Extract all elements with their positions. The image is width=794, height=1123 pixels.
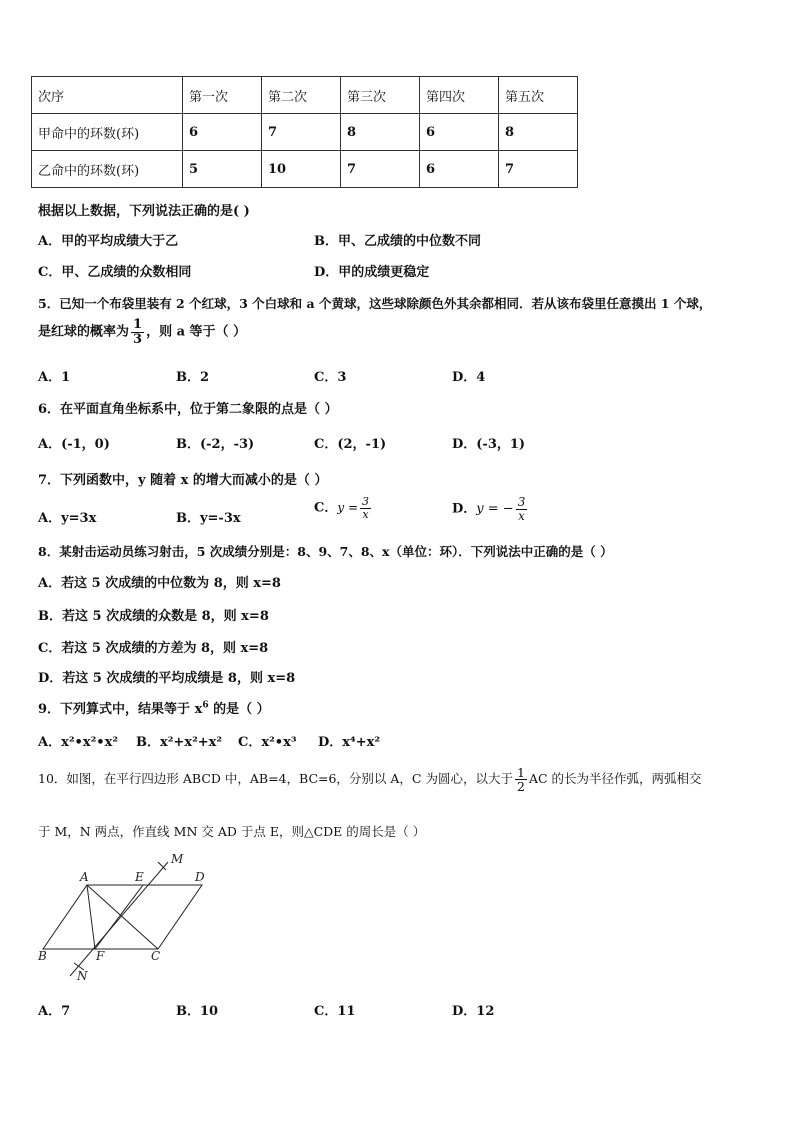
label-b: B (38, 949, 47, 963)
fraction-numerator: 1 (133, 317, 143, 332)
question-7-option-b: B．y=-3x (176, 511, 241, 526)
table-cell: 7 (499, 151, 578, 188)
question-5-option-c: C．3 (314, 370, 347, 385)
question-9-text: 9．下列算式中，结果等于 x (38, 702, 203, 717)
label-m: M (171, 852, 184, 866)
table-cell: 第一次 (183, 77, 262, 114)
exponent: 6 (202, 700, 209, 711)
score-table (31, 76, 578, 188)
question-8-option-c: C．若这 5 次成绩的方差为 8，则 x=8 (38, 641, 269, 656)
question-6-stem: 6．在平面直角坐标系中，位于第二象限的点是（ ） (38, 402, 338, 417)
question-9-option-b: B．x²+x²+x² (136, 735, 223, 750)
question-9-option-d: D．x⁴+x² (318, 735, 381, 750)
table-cell: 7 (262, 114, 341, 151)
table-row (32, 114, 578, 151)
question-10-line2: 于 M，N 两点，作直线 MN 交 AD 于点 E，则△CDE 的周长是（ ） (38, 824, 426, 839)
question-6-option-c: C．(2，-1) (314, 437, 387, 452)
fraction-numerator: 1 (516, 765, 525, 780)
question-4-option-b: B．甲、乙成绩的中位数不同 (314, 234, 481, 249)
table-cell: 6 (420, 114, 499, 151)
table-header-row (32, 77, 578, 114)
question-10-line1 (38, 766, 702, 793)
question-9-option-a: A．x²•x²•x² (38, 735, 119, 750)
question-5-option-b: B．2 (176, 370, 210, 385)
question-4-stem: 根据以上数据，下列说法正确的是( ) (38, 204, 250, 219)
fraction (360, 496, 371, 520)
question-5-text: 是红球的概率为 (38, 324, 130, 340)
table-cell: 第五次 (499, 77, 578, 114)
question-5-option-a: A．1 (38, 370, 71, 385)
question-8-stem: 8．某射击运动员练习射击，5 次成绩分别是：8、9、7、8、x（单位：环）．下列说法中正确的是（ ） (38, 544, 613, 559)
table-cell: 8 (499, 114, 578, 151)
question-6-option-d: D．(-3，1) (452, 437, 526, 452)
question-10-text: AC 的长为半径作弧，两弧相交 (528, 771, 702, 787)
option-label: D． (452, 501, 477, 517)
question-10-text: 10．如图，在平行四边形 ABCD 中，AB=4，BC=6，分别以 A，C 为圆心，以大于 (38, 771, 513, 787)
table-cell: 甲命中的环数(环) (32, 114, 183, 151)
question-5-line2 (38, 318, 246, 346)
question-9-option-c: C．x²•x³ (238, 735, 297, 750)
label-a: A (80, 870, 89, 884)
question-8-option-a: A．若这 5 次成绩的中位数为 8，则 x=8 (38, 576, 281, 591)
table-cell: 第三次 (341, 77, 420, 114)
table-cell: 5 (183, 151, 262, 188)
fraction-denominator: 2 (516, 779, 525, 795)
question-10-option-c: C．11 (314, 1004, 356, 1019)
table-cell: 7 (341, 151, 420, 188)
formula-lhs: y = − (476, 501, 514, 517)
question-4-option-a: A．甲的平均成绩大于乙 (38, 234, 179, 249)
table-cell: 次序 (32, 77, 183, 114)
question-10-option-a: A．7 (38, 1004, 71, 1019)
question-5-line1: 5．已知一个布袋里装有 2 个红球，3 个白球和 a 个黄球，这些球除颜色外其余都相同．若从该布袋里任意摸出 1 个球， (38, 296, 712, 311)
question-10-option-b: B．10 (176, 1004, 219, 1019)
question-7-option-c (314, 496, 373, 520)
segment-af (87, 885, 95, 949)
label-d: D (195, 870, 205, 884)
fraction (516, 496, 528, 522)
fraction-denominator: x (362, 507, 369, 521)
table-cell: 8 (341, 114, 420, 151)
fraction (131, 318, 144, 346)
fraction-denominator: x (518, 508, 525, 523)
question-10-option-d: D．12 (452, 1004, 495, 1019)
question-9-stem (38, 698, 270, 717)
label-f: F (96, 949, 105, 963)
question-5-text: ，则 a 等于（ ） (146, 324, 247, 340)
option-label: C． (314, 500, 338, 516)
label-n: N (77, 969, 88, 983)
segment-fe (95, 885, 143, 949)
question-8-option-b: B．若这 5 次成绩的众数是 8，则 x=8 (38, 609, 269, 624)
question-7-option-d (452, 496, 529, 522)
question-5-option-d: D．4 (452, 370, 486, 385)
label-c: C (151, 949, 161, 963)
table-cell: 10 (262, 151, 341, 188)
table-cell: 乙命中的环数(环) (32, 151, 183, 188)
question-6-option-a: A．(-1，0) (38, 437, 110, 452)
table-cell: 第二次 (262, 77, 341, 114)
table-cell: 6 (183, 114, 262, 151)
fraction (515, 766, 527, 793)
formula-lhs: y = (337, 500, 359, 515)
question-4-option-c: C．甲、乙成绩的众数相同 (38, 265, 192, 280)
diagonal-ac (87, 885, 158, 949)
table-row (32, 151, 578, 188)
table-cell: 第四次 (420, 77, 499, 114)
label-e: E (135, 870, 144, 884)
question-7-option-a: A．y=3x (38, 511, 97, 526)
question-8-option-d: D．若这 5 次成绩的平均成绩是 8，则 x=8 (38, 671, 296, 686)
fraction-denominator: 3 (133, 331, 143, 347)
question-4-option-d: D．甲的成绩更稳定 (314, 265, 430, 280)
fraction-numerator: 3 (517, 495, 526, 509)
question-9-text: 的是（ ） (208, 702, 270, 717)
table-cell: 6 (420, 151, 499, 188)
question-6-option-b: B．(-2，-3) (176, 437, 255, 452)
fraction-numerator: 3 (362, 495, 370, 508)
question-7-stem: 7．下列函数中，y 随着 x 的增大而减小的是（ ） (38, 473, 328, 488)
parallelogram-figure (30, 848, 230, 988)
